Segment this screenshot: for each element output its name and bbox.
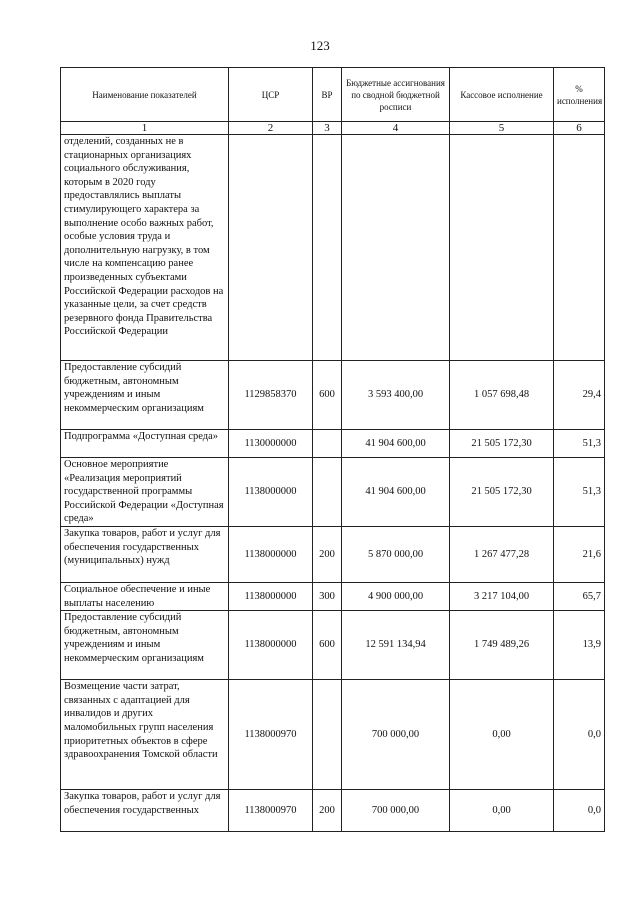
table-row [61, 527, 605, 583]
row-budget: 12 591 134,94 [342, 611, 450, 680]
table-row [61, 135, 605, 361]
row-budget: 41 904 600,00 [342, 430, 450, 458]
row-vr: 600 [313, 361, 342, 430]
row-vr: 200 [313, 527, 342, 583]
row-csr: 1138000000 [229, 611, 313, 680]
row-vr: 300 [313, 583, 342, 611]
column-number: 5 [450, 122, 554, 135]
row-cash: 3 217 104,00 [450, 583, 554, 611]
budget-execution-table [60, 67, 605, 832]
row-percent: 65,7 [554, 583, 605, 611]
row-cash: 0,00 [450, 790, 554, 832]
row-name: Закупка товаров, работ и услуг для обеспечения государственных [61, 790, 229, 832]
table-row [61, 611, 605, 680]
row-name: Возмещение части затрат, связанных с адаптацией для инвалидов и других маломобильных групп населения приоритетных объектов в сфере здравоохранения Томской области [61, 680, 229, 790]
row-name: Подпрограмма «Доступная среда» [61, 430, 229, 458]
row-csr [229, 135, 313, 361]
row-name: Социальное обеспечение и иные выплаты населению [61, 583, 229, 611]
table-row [61, 430, 605, 458]
row-percent [554, 135, 605, 361]
row-percent: 13,9 [554, 611, 605, 680]
row-cash: 21 505 172,30 [450, 430, 554, 458]
header-cash: Кассовое исполнение [450, 68, 554, 122]
row-csr: 1138000000 [229, 458, 313, 527]
row-vr [313, 458, 342, 527]
row-csr: 1138000000 [229, 527, 313, 583]
row-csr: 1129858370 [229, 361, 313, 430]
table-row [61, 680, 605, 790]
row-cash: 1 057 698,48 [450, 361, 554, 430]
row-budget: 41 904 600,00 [342, 458, 450, 527]
column-number: 1 [61, 122, 229, 135]
row-budget: 700 000,00 [342, 790, 450, 832]
page-number: 123 [310, 38, 330, 53]
row-percent: 29,4 [554, 361, 605, 430]
row-percent: 0,0 [554, 790, 605, 832]
header-row [61, 68, 605, 122]
row-budget: 5 870 000,00 [342, 527, 450, 583]
row-percent: 21,6 [554, 527, 605, 583]
row-name: Предоставление субсидий бюджетным, автономным учреждениям и иным некоммерческим организациям [61, 361, 229, 430]
table-row [61, 361, 605, 430]
row-cash: 1 267 477,28 [450, 527, 554, 583]
row-budget: 3 593 400,00 [342, 361, 450, 430]
header-budget: Бюджетные ассигнования по сводной бюджетной росписи [342, 68, 450, 122]
column-number-row [61, 122, 605, 135]
row-vr [313, 135, 342, 361]
row-csr: 1138000970 [229, 790, 313, 832]
header-percent: % исполнения [554, 68, 605, 122]
row-percent: 0,0 [554, 680, 605, 790]
row-cash: 1 749 489,26 [450, 611, 554, 680]
row-vr [313, 680, 342, 790]
header-vr: ВР [313, 68, 342, 122]
row-vr: 600 [313, 611, 342, 680]
row-vr [313, 430, 342, 458]
row-budget: 700 000,00 [342, 680, 450, 790]
row-name: Предоставление субсидий бюджетным, автономным учреждениям и иным некоммерческим организациям [61, 611, 229, 680]
column-number: 2 [229, 122, 313, 135]
column-number: 6 [554, 122, 605, 135]
row-cash: 21 505 172,30 [450, 458, 554, 527]
row-csr: 1138000970 [229, 680, 313, 790]
row-budget [342, 135, 450, 361]
row-budget: 4 900 000,00 [342, 583, 450, 611]
row-name: отделений, созданных не в стационарных организациях социального обслуживания, которым в 2020 году предоставлялись выплаты стимулирующего характера за выполнение особо важных работ, особые условия труда и дополнительную нагрузку, в том числе на компенсацию ранее произведенных субъектами Российской Федерации расходов на указанные цели, за счет средств резервного фонда Правительства Российской Федерации [61, 135, 229, 361]
row-percent: 51,3 [554, 430, 605, 458]
header-csr: ЦСР [229, 68, 313, 122]
column-number: 3 [313, 122, 342, 135]
row-cash: 0,00 [450, 680, 554, 790]
row-name: Закупка товаров, работ и услуг для обеспечения государственных (муниципальных) нужд [61, 527, 229, 583]
header-name: Наименование показателей [61, 68, 229, 122]
table-row [61, 790, 605, 832]
row-csr: 1130000000 [229, 430, 313, 458]
row-name: Основное мероприятие «Реализация мероприятий государственной программы Российской Федерации «Доступная среда» [61, 458, 229, 527]
row-percent: 51,3 [554, 458, 605, 527]
row-vr: 200 [313, 790, 342, 832]
column-number: 4 [342, 122, 450, 135]
row-csr: 1138000000 [229, 583, 313, 611]
table-row [61, 583, 605, 611]
table-row [61, 458, 605, 527]
row-cash [450, 135, 554, 361]
